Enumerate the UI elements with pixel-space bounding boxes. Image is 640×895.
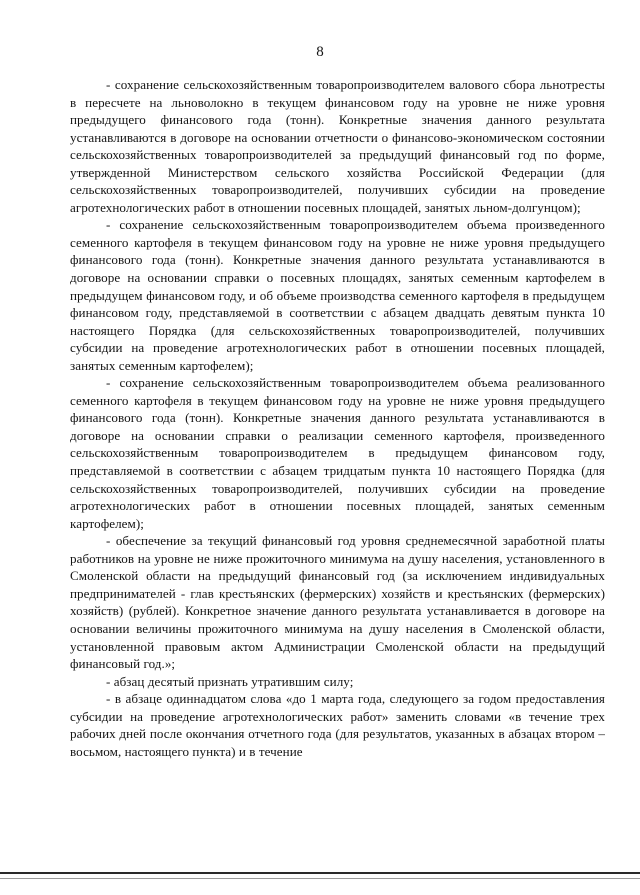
paragraph-tenth-abolished: - абзац десятый признать утратившим силу; — [106, 673, 354, 689]
page-number: 8 — [316, 44, 324, 60]
bottom-scan-border-shadow — [0, 878, 640, 879]
paragraph-average-wage: - обеспечение за текущий финансовый год уровня среднемесячной заработной платы работников на уровне не ниже прожиточного минимума на душу населения, установленного в Смоленской области на предыдущий финансовый год (за исключением индивидуальных предпринимателей - глав крестьянских (фермерских) хозяйств и крестьянских (фермерских) хозяйств) (рублей). Конкретное значение данного результата устанавливается в договоре на основании величины прожиточного минимума на душу населения в Смоленской области, установленной правовым актом Администрации Смоленской области на предыдущий финансовый год.»; — [70, 533, 605, 672]
paragraph-flax-yield: - сохранение сельскохозяйственным товаропроизводителем валового сбора льнотресты в пересчете на льноволокно в текущем финансовом году на уровне не ниже уровня предыдущего финансового года (тонн). Конкретные значения данного результата устанавливаются в договоре на основании отчетности о финансово-экономическом состоянии сельскохозяйственных товаропроизводителей за предыдущий финансовый год по форме, утвержденной Министерством сельского хозяйства Российской Федерации (для сельскохозяйственных товаропроизводителей, получивших субсидии на проведение агротехнологических работ в отношении посевных площадей, занятых льном-долгунцом); — [70, 77, 605, 215]
paragraph-seed-potato-production: - сохранение сельскохозяйственным товаропроизводителем объема произведенного семенного картофеля в текущем финансовом году на уровне не ниже уровня предыдущего финансового года (тонн). Конкретные значения данного результата устанавливаются в договоре на основании справки о посевных площадях, занятых семенным картофелем в предыдущем финансовом году, и об объеме производства семенного картофеля в предыдущем финансовом году, представляемой в соответствии с абзацем двадцать девятым пункта 10 настоящего Порядка (для сельскохозяйственных товаропроизводителей, получивших субсидии на проведение агротехнологических работ в отношении посевных площадей, занятых семенным картофелем); — [70, 217, 605, 373]
paragraph-eleventh-amendment: - в абзаце одиннадцатом слова «до 1 марта года, следующего за годом предоставления субсидии на проведение агротехнологических работ» заменить словами «в течение трех рабочих дней после окончания отчетного года (для результатов, указанных в абзацах втором – восьмом, настоящего пункта) и в течение — [70, 691, 605, 759]
paragraph-seed-potato-sales: - сохранение сельскохозяйственным товаропроизводителем объема реализованного семенного картофеля в текущем финансовом году на уровне не ниже уровня предыдущего финансового года (тонн). Конкретные значения данного результата устанавливаются в договоре на основании справки о реализации семенного картофеля, произведенного сельскохозяйственным товаропроизводителем в предыдущем финансовом году, представляемой в соответствии с абзацем тридцатым пункта 10 настоящего Порядка (для сельскохозяйственных товаропроизводителей, получивших субсидии на проведение агротехнологических работ в отношении посевных площадей, занятых семенным картофелем); — [70, 375, 605, 531]
document-body — [70, 76, 605, 760]
bottom-scan-border — [0, 872, 640, 874]
